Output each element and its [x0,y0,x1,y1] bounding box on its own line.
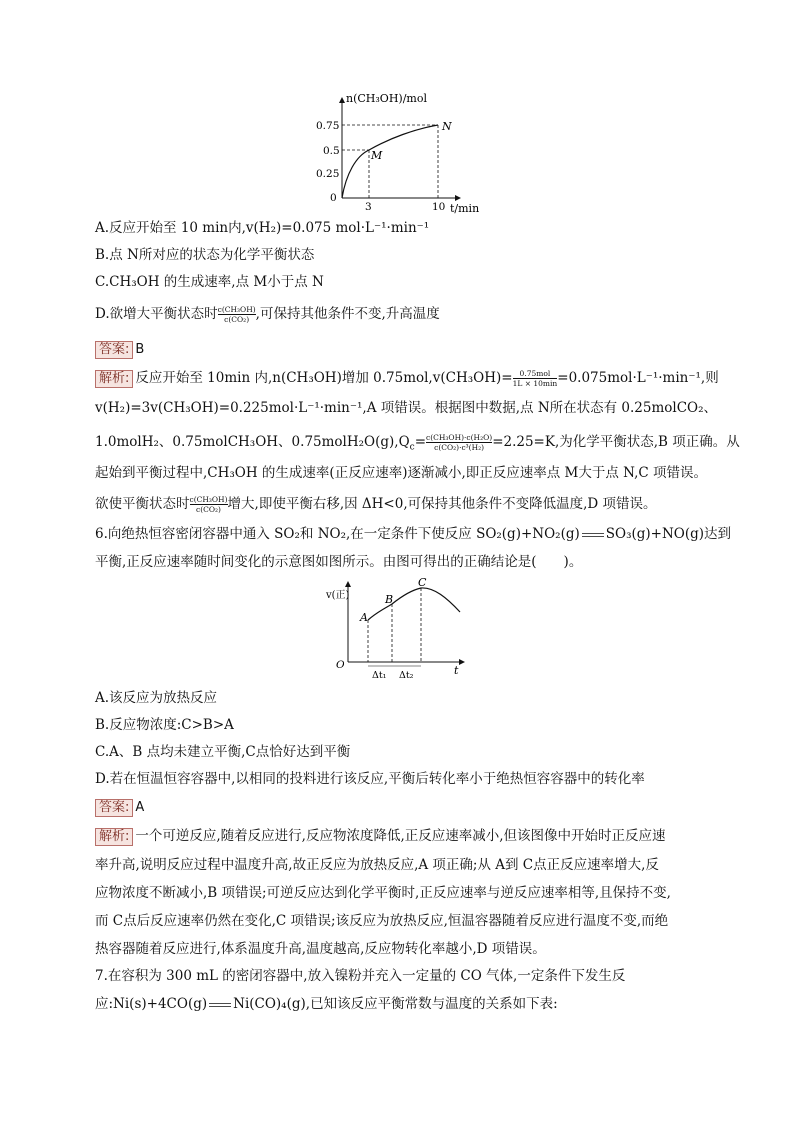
q6-stem-l1b: SO₃(g)+NO(g)达到 [605,526,732,542]
q6-option-d: D.若在恒温恒容容器中,以相同的投料进行该反应,平衡后转化率小于绝热恒容容器中的转化率 [95,771,645,787]
q5-analysis-l5-frac-den: c(CO₂) [196,505,221,514]
point-n-label: N [442,120,452,133]
q5-answer [95,339,144,360]
y-axis-label: n(CH₃OH)/mol [346,92,427,105]
q6-analysis-line-1 [95,826,666,846]
q5-option-c: C.CH₃OH 的生成速率,点 M小于点 N [95,274,324,290]
q5-option-d-pre: D.欲增大平衡状态时 [95,306,218,322]
q6-stem-line-1 [95,524,731,544]
q5-analysis-l3-eq: = [414,434,427,450]
q5-analysis-l1-frac-den: 1L × 10min [512,379,558,388]
q5-option-d [95,304,440,324]
ch3oh-curve [342,125,438,198]
q5-analysis-l3-sub: c [409,442,415,453]
y-tick-025: 0.25 [316,168,340,180]
q5-answer-value: B [135,342,145,357]
chart-rate-vs-time [322,578,472,684]
point-a-label: A [360,611,368,624]
equilibrium-arrow-icon [208,1001,232,1009]
q5-analysis-l1a: 反应开始至 10min 内,n(CH₃OH)增加 0.75mol,v(CH₃OH)= [135,370,513,386]
y-tick-05: 0.5 [323,145,340,157]
q5-analysis-line-3 [95,432,740,458]
q6-analysis-line-2: 率升高,说明反应过程中温度升高,故正反应为放热反应,A 项正确;从 A到 C点正反应速率增大,反 [95,857,659,873]
origin-label: O [336,659,345,671]
q6-stem-l1a: 6.向绝热恒容密闭容器中通入 SO₂和 NO₂,在一定条件下使反应 SO₂(g)+NO₂(g) [95,526,580,542]
q6-option-a: A.该反应为放热反应 [95,690,218,706]
dt1-label: Δt₁ [372,670,387,681]
q5-analysis-line-1 [95,368,719,388]
q5-option-a: A.反应开始至 10 min内,v(H₂)=0.075 mol·L⁻¹·min⁻¹ [95,220,430,236]
q6-option-c: C.A、B 点均未建立平衡,C点恰好达到平衡 [95,744,351,760]
q5-analysis-l3b: =2.25=K,为化学平衡状态,B 项正确。从 [492,434,740,450]
dt2-label: Δt₂ [399,670,414,681]
q6-analysis-line-5: 热容器随着反应进行,体系温度升高,温度越高,反应物转化率越小,D 项错误。 [95,941,546,957]
x-axis-label: t [454,664,459,677]
q6-stem-line-2: 平衡,正反应速率随时间变化的示意图如图所示。由图可得出的正确结论是( )。 [95,554,583,570]
q6-answer-value: A [135,800,145,815]
q6-analysis-l1: 一个可逆反应,随着反应进行,反应物浓度降低,正反应速率减小,但该图像中开始时正反应速 [135,828,666,844]
chart-ch3oh-vs-time [300,88,480,216]
q5-analysis-l5a: 欲使平衡状态时 [95,496,190,512]
q5-option-d-frac-num: c(CH₃OH) [217,305,256,314]
y-axis-label: v(正) [326,590,350,601]
q5-option-d-post: ,可保持其他条件不变,升高温度 [255,306,440,322]
q6-analysis-line-4: 而 C点后反应速率仍然在变化,C 项错误;该反应为放热反应,恒温容器随着反应进行温度不变,而绝 [95,913,669,929]
q5-option-b: B.点 N所对应的状态为化学平衡状态 [95,247,315,263]
q5-analysis-tag: 解析: [95,370,133,388]
q7-stem-line-1: 7.在容积为 300 mL 的密闭容器中,放入镍粉并充入一定量的 CO 气体,一定条件下发生反 [95,968,626,984]
q7-stem-l2a: 应:Ni(s)+4CO(g) [95,996,208,1012]
rate-curve [368,588,460,620]
q5-analysis-l3a: 1.0molH₂、0.75molCH₃OH、0.75molH₂O(g),Q [95,434,410,450]
q6-analysis-line-3: 应物浓度不断减小,B 项错误;可逆反应达到化学平衡时,正反应速率与逆反应速率相等,且保持不变, [95,885,671,901]
q5-analysis-line-2: v(H₂)=3v(CH₃OH)=0.225mol·L⁻¹·min⁻¹,A 项错误。根据图中数据,点 N所在状态有 0.25molCO₂、 [95,400,718,416]
q6-option-b: B.反应物浓度:C>B>A [95,717,234,733]
q5-option-d-frac-den: c(CO₂) [224,315,250,324]
q5-analysis-l3-frac-den: c(CO₂)·c³(H₂) [434,443,485,452]
equilibrium-arrow-icon [581,531,605,539]
q6-answer-tag: 答案: [95,799,133,817]
q6-analysis-tag: 解析: [95,828,133,846]
q5-analysis-line-4: 起始到平衡过程中,CH₃OH 的生成速率(正反应速率)逐渐减小,即正反应速率点 M大于点 N,C 项错误。 [95,465,708,481]
q5-analysis-l1b: =0.075mol·L⁻¹·min⁻¹,则 [557,370,719,386]
point-m-label: M [371,149,383,162]
q7-stem-l2b: Ni(CO)₄(g),已知该反应平衡常数与温度的关系如下表: [233,996,558,1012]
q5-analysis-l3-frac-num: c(CH₃OH)·c(H₂O) [426,433,493,442]
q5-analysis-l1-frac-num: 0.75mol [513,369,558,379]
x-tick-3: 3 [365,201,372,213]
q7-stem-line-2 [95,994,558,1014]
q5-answer-tag: 答案: [95,341,133,359]
q5-analysis-line-5 [95,494,657,514]
x-axis-label: t/min [450,202,480,215]
q5-analysis-l5b: 增大,即使平衡右移,因 ΔH<0,可保持其他条件不变降低温度,D 项错误。 [227,496,657,512]
q5-analysis-l5-frac-num: c(CH₃OH) [189,495,228,504]
point-b-label: B [385,593,394,606]
q6-answer [95,797,144,818]
y-tick-0: 0 [330,192,337,204]
y-tick-075: 0.75 [316,120,340,132]
x-tick-10: 10 [432,201,446,213]
point-c-label: C [418,578,427,589]
